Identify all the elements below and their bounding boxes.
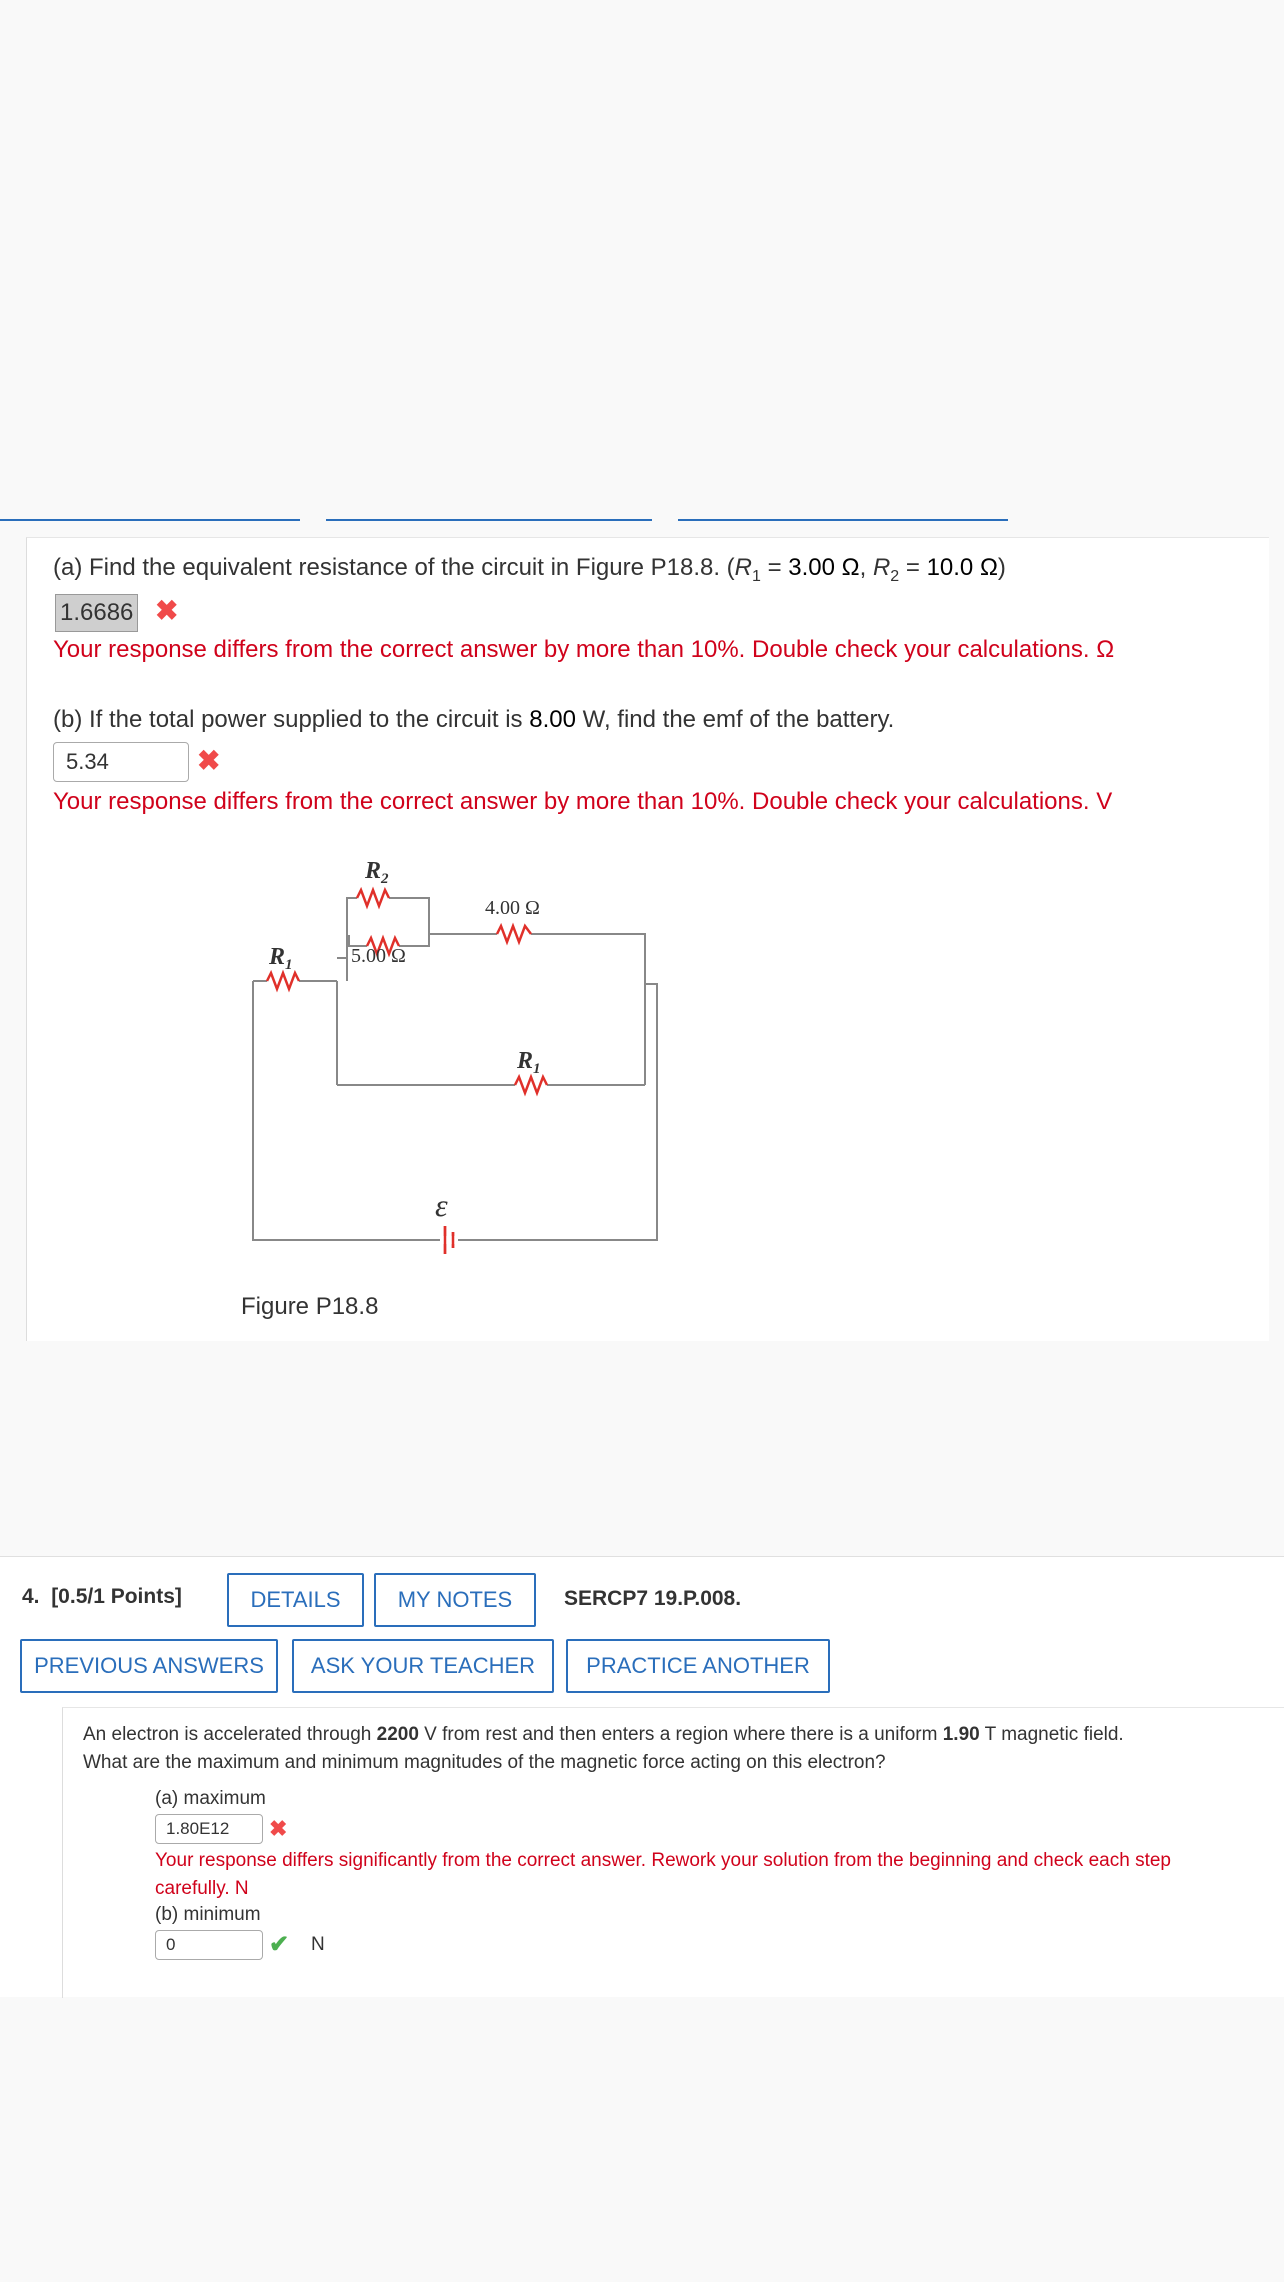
- part-b-label: (b) minimum: [155, 1904, 261, 1925]
- part-a-feedback: Your response differs from the correct answer by more than 10%. Double check your calculations. Ω: [53, 636, 1115, 663]
- practice-another-button[interactable]: PRACTICE ANOTHER: [566, 1639, 830, 1693]
- correct-check-icon: ✔: [269, 1931, 290, 1958]
- question-header: [22, 1585, 182, 1609]
- r2-label: $R_2$: [365, 858, 389, 887]
- emf-label: ε: [435, 1187, 448, 1223]
- part-a-answer-field[interactable]: 1.80E12: [155, 1814, 263, 1844]
- incorrect-icon: ✖: [197, 745, 221, 776]
- r1-bottom-label: $R_1$: [517, 1048, 541, 1077]
- tab-underline-2[interactable]: [326, 519, 652, 521]
- part-b-unit: N: [311, 1934, 325, 1955]
- question-body: [62, 1707, 1284, 1998]
- part-b-answer-field[interactable]: 0: [155, 1930, 263, 1960]
- part-a-feedback-cont: carefully. N: [155, 1878, 249, 1899]
- question-text-line1: An electron is accelerated through 2200 V from rest and then enters a region where there is a uniform 1.90 T magnetic field.: [83, 1724, 1124, 1745]
- incorrect-icon: ✖: [155, 595, 179, 626]
- resistor-4ohm: [497, 926, 531, 942]
- power-value: 8.00: [529, 706, 576, 733]
- previous-answers-button[interactable]: PREVIOUS ANSWERS: [20, 1639, 278, 1693]
- r2-symbol: R: [872, 554, 891, 581]
- part-a-prompt: (a) Find the equivalent resistance of the circuit in Figure P18.8. ($R_1 = 3.00$ Ω, $R_2 = 10.0$ Ω): [53, 554, 1006, 585]
- tab-underline-3[interactable]: [678, 519, 1008, 521]
- my-notes-button[interactable]: MY NOTES: [374, 1573, 536, 1627]
- figure-caption: Figure P18.8: [241, 1293, 379, 1320]
- voltage-value: 2200: [376, 1724, 419, 1745]
- details-button[interactable]: DETAILS: [227, 1573, 364, 1627]
- r1-left-label: $R_1$: [269, 944, 293, 973]
- circuit-figure: [227, 838, 727, 1308]
- r4-label: 4.00 Ω: [485, 897, 540, 919]
- tab-bar-underline: [0, 517, 1284, 523]
- wire: [389, 898, 429, 934]
- resistor-r2: [357, 890, 389, 906]
- outer-wire: [253, 981, 657, 1240]
- question-4-panel: [0, 1556, 1284, 1997]
- part-b-answer-field[interactable]: 5.34: [53, 742, 189, 782]
- part-a-label: (a) maximum: [155, 1788, 266, 1809]
- resistor-r1-bottom: [515, 1077, 547, 1093]
- ask-your-teacher-button[interactable]: ASK YOUR TEACHER: [292, 1639, 554, 1693]
- question-number: 4.: [22, 1585, 40, 1608]
- r1-symbol: R: [734, 554, 753, 581]
- wire: [531, 934, 645, 1085]
- question-3-panel: [26, 537, 1269, 1341]
- r1-value: 3.00 Ω: [788, 554, 860, 581]
- battery-gap: [440, 1236, 458, 1244]
- r5-label: 5.00 Ω: [351, 945, 406, 967]
- part-a-answer-field[interactable]: 1.6686: [55, 594, 138, 632]
- question-points: [0.5/1 Points]: [51, 1585, 182, 1608]
- question-text-line2: What are the maximum and minimum magnitudes of the magnetic force acting on this electron?: [83, 1752, 886, 1773]
- question-code: SERCP7 19.P.008.: [564, 1587, 742, 1610]
- tab-underline-1[interactable]: [0, 519, 300, 521]
- incorrect-icon: ✖: [269, 1816, 288, 1841]
- r2-value: 10.0 Ω: [926, 554, 998, 581]
- resistor-r1-left: [267, 973, 299, 989]
- part-a-feedback: Your response differs significantly from the correct answer. Rework your solution from the beginning and check each step: [155, 1850, 1171, 1871]
- part-b-prompt: (b) If the total power supplied to the circuit is 8.00 W, find the emf of the battery.: [53, 706, 895, 733]
- field-value: 1.90: [942, 1724, 980, 1745]
- part-b-feedback: Your response differs from the correct answer by more than 10%. Double check your calculations. V: [53, 788, 1113, 815]
